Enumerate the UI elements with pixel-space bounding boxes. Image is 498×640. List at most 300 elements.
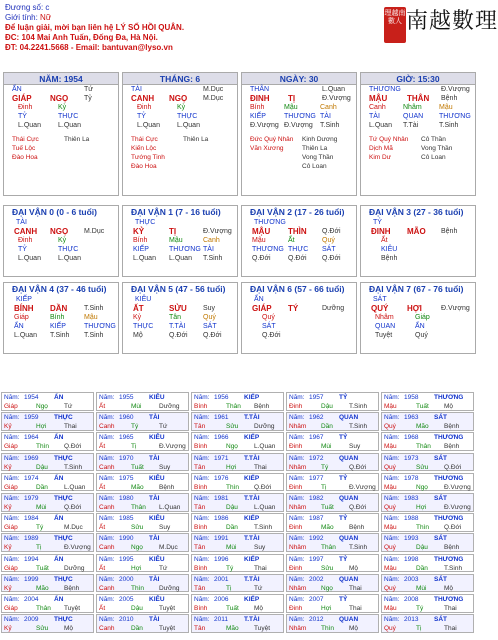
daivan-hidden-can: Giáp [14,314,29,321]
can: MẬU [369,94,388,103]
year-prefix: Năm: [289,596,305,603]
star-left: Dịch Mã [369,145,393,152]
year-ten-god: THƯƠNG [434,515,464,523]
hidden-state: L.Quan [177,122,200,129]
year-value: 1984 [24,515,39,523]
pillar-cell [122,72,238,196]
year-state: Dưỡng [159,584,180,592]
address-line: ĐC: 104 Mai Anh Tuấn, Đống Đa, Hà Nội. [5,33,158,42]
hidden-ten-god: KIẾP [250,113,266,120]
hidden-star-state: Đ.Vượng [441,86,470,93]
daivan-title: ĐẠI VẬN 6 (57 - 66 tuổi) [250,284,345,294]
logo-text: 南越數理 [406,9,498,34]
year-chi: Thìn [416,524,430,532]
hidden-can: Canh [320,104,337,111]
year-can: Tân [194,504,206,511]
daivan-line [4,331,118,340]
year-value: 1992 [309,535,324,543]
daivan-hidden-state: L.Quan [169,255,192,262]
year-chi: Tuất [416,403,429,410]
year-value: 1970 [119,454,134,462]
year-prefix: Năm: [99,535,115,543]
star-left: Kiến Lộc [131,145,157,152]
year-prefix: Năm: [4,454,20,462]
daivan-title: ĐẠI VẬN 3 (27 - 36 tuổi) [369,207,464,217]
year-state: Bệnh [254,403,270,410]
year-row [97,433,188,442]
year-cell [96,473,189,492]
year-chi: Tuất [131,463,144,471]
year-value: 2011 [214,616,228,624]
year-prefix: Năm: [194,616,210,624]
year-row [97,402,188,411]
year-value: 1963 [404,414,419,422]
daivan-state: Dưỡng [322,305,345,312]
star-left: Đào Hoa [12,154,38,161]
year-ten-god: THƯƠNG [434,596,464,603]
year-value: 2012 [309,616,324,624]
year-cell [381,453,474,472]
year-state: Thai [64,423,77,431]
year-prefix: Năm: [4,414,20,422]
chi-state: Đ.Vượng [322,95,351,102]
daivan-can: ẤT [133,304,144,313]
year-row [97,454,188,463]
year-state: Mộ [64,625,74,633]
year-row [97,604,188,613]
year-value: 1974 [24,474,39,482]
year-state: Bệnh [444,544,460,552]
year-cell [286,412,379,431]
daivan-hidden-can: Kỷ [133,314,142,321]
year-prefix: Năm: [4,474,20,482]
year-can: Kỷ [4,625,12,633]
daivan-cell [360,205,476,277]
daivan-cell [3,205,119,277]
year-chi: Tý [226,564,234,572]
year-row [2,584,93,593]
year-prefix: Năm: [384,616,400,624]
year-prefix: Năm: [289,555,305,563]
year-row [382,604,473,613]
logo-seal [384,7,406,43]
daivan-line [4,254,118,263]
year-ten-god: QUAN [339,616,359,624]
year-prefix: Năm: [99,515,115,523]
star-right: Vong Thần [421,145,453,152]
daivan-hidden-can: Giáp [415,314,430,321]
year-value: 1954 [24,394,39,401]
star-right: Vong Thần [302,154,334,161]
year-value: 1977 [309,474,324,482]
year-chi: Mùi [131,403,142,410]
year-cell [286,614,379,633]
daivan-can: GIÁP [252,304,272,313]
year-can: Kỷ [4,544,12,552]
year-can: Canh [99,584,115,592]
year-ten-god: QUAN [339,414,359,422]
year-can: Giáp [4,483,18,491]
daivan-line [242,245,356,254]
year-chi: Dần [226,524,238,532]
pillar-title: NĂM: 1954 [4,73,118,85]
year-ten-god: THƯƠNG [434,394,464,401]
pillar-stars [242,136,356,172]
year-chi: Thân [226,403,241,410]
year-chi: Dậu [321,403,333,410]
year-cell [381,594,474,613]
year-can: Mậu [384,483,397,491]
year-cell [286,574,379,593]
year-prefix: Năm: [289,535,305,543]
year-cell [286,493,379,512]
year-prefix: Năm: [384,555,400,563]
year-can: Ất [99,443,106,451]
year-state: Q.Đới [349,504,367,511]
daivan-hidden-state: L.Quan [133,255,156,262]
daivan-line [4,295,118,304]
daivan-cell [241,205,357,277]
year-ten-god: KIÊU [149,596,165,603]
year-ten-god: ẤN [54,474,64,482]
year-cell [286,554,379,573]
year-value: 1961 [214,414,229,422]
year-cell [96,594,189,613]
hidden-state: L.Quan [58,122,81,129]
daivan-hidden-state: Q.Đới [288,255,307,262]
daivan-ten-god: KIẾP [133,246,149,253]
year-value: 1989 [24,535,39,543]
pillar-line [242,94,356,103]
year-prefix: Năm: [194,535,210,543]
year-ten-god: THỰC [54,535,73,543]
daivan-hidden: TỶ [373,219,382,226]
year-chi: Thìn [131,584,145,592]
year-prefix: Năm: [384,414,400,422]
year-cell [191,392,284,411]
year-state: Suy [159,524,171,532]
year-ten-god: THỰC [54,495,73,502]
year-row [192,474,283,483]
year-chi: Thân [36,605,51,612]
daivan-chi: MÃO [407,227,426,236]
daivan-hidden: ẤN [254,296,264,303]
daivan-state: Suy [203,305,216,312]
year-value: 2007 [309,596,324,603]
year-row [382,494,473,503]
year-ten-god: TÀI [149,495,160,502]
year-value: 2003 [404,575,419,583]
year-chi: Hợi [36,423,47,431]
year-value: 1991 [214,535,229,543]
daivan-line [4,322,118,331]
year-prefix: Năm: [194,474,210,482]
year-value: 1986 [214,515,229,523]
year-can: Giáp [4,564,18,572]
daivan-hidden-state: T.Sinh [203,255,223,262]
year-can: Đinh [289,605,303,612]
year-can: Bính [194,443,208,451]
daivan-hidden-state: Mộ [133,332,143,339]
year-cell [191,412,284,431]
daivan-line [361,236,475,245]
star-row [4,145,118,154]
daivan-hidden: THỰC [135,219,156,226]
star-row [242,136,356,145]
star-left: Kim Dư [369,154,392,161]
daivan-hidden-can: Mậu [252,237,266,244]
year-row [2,422,93,431]
year-row [97,595,188,604]
year-ten-god: KIÊU [149,474,165,482]
daivan-line [123,322,237,331]
hidden-state: Đ.Vượng [284,122,313,129]
year-ten-god: THỰC [54,414,73,422]
year-row [97,534,188,543]
year-prefix: Năm: [99,495,115,502]
pillar-line [123,121,237,130]
daivan-ten-god: ẤN [14,323,24,330]
hidden-ten-god: TÀI [320,113,331,120]
year-row [2,442,93,451]
year-cell [191,453,284,472]
year-prefix: Năm: [384,495,400,502]
year-can: Tân [194,625,206,633]
year-can: Quý [384,544,396,552]
year-prefix: Năm: [99,616,115,624]
year-ten-god: TỶ [339,596,348,603]
daivan-line [361,254,475,263]
year-can: Tân [194,584,206,592]
year-cell [381,392,474,411]
year-ten-god: TỶ [339,434,348,442]
daivan-chi: DẦN [50,304,68,313]
year-chi: Mão [36,584,49,592]
year-row [192,534,283,543]
year-prefix: Năm: [384,575,400,583]
year-cell [1,473,94,492]
star-left: Đức Quý Nhân [250,136,294,143]
year-row [382,584,473,593]
year-ten-god: ẤN [54,596,64,603]
year-can: Giáp [4,443,18,451]
year-state: T.Sinh [349,544,368,552]
pillar-title: THÁNG: 6 [123,73,237,85]
hidden-state: L.Quan [369,122,392,129]
year-value: 1967 [309,434,324,442]
daivan-line [4,245,118,254]
year-prefix: Năm: [4,515,20,523]
daivan-hidden-state: Q.Đới [203,332,222,339]
year-chi: Hợi [416,504,427,511]
year-state: Mộ [349,625,359,633]
daivan-ten-god: THỰC [133,323,154,330]
hidden-state: T.Sinh [439,122,459,129]
year-value: 1976 [214,474,229,482]
seal-text: 理越南 數人 [384,9,406,25]
year-value: 1995 [119,555,134,563]
hidden-can: Đinh [18,104,33,111]
year-state: L.Quan [254,443,276,451]
daivan-chi: TÝ [288,304,299,313]
year-prefix: Năm: [289,515,305,523]
year-value: 1960 [119,414,134,422]
star-row [123,136,237,145]
daivan-hidden-can: Mậu [169,237,183,244]
year-ten-god: TÀI [149,535,160,543]
year-cell [381,513,474,532]
year-row [287,584,378,593]
year-value: 2009 [24,616,39,624]
year-row [382,474,473,483]
year-state: Đ.Vượng [349,483,376,491]
hidden-state: L.Quan [137,122,160,129]
year-prefix: Năm: [99,474,115,482]
pillar-stars [361,136,475,163]
daivan-ten-god: THỰC [58,246,79,253]
year-row [192,584,283,593]
hidden-can: Canh [369,104,386,111]
header-info [5,3,305,53]
phone-email-line: ĐT: 04.2241.5668 - Email: bantuvan@lyso.vn [5,43,173,52]
year-row [192,604,283,613]
year-ten-god: T.TÀI [244,616,260,624]
year-ten-god: TÀI [149,414,160,422]
year-value: 1965 [119,434,134,442]
year-can: Mậu [384,564,397,572]
star-row [361,154,475,163]
year-row [2,575,93,584]
daivan-line [242,236,356,245]
daivan-line [242,218,356,227]
star-row [123,163,237,172]
year-chi: Thân [131,504,146,511]
daivan-hidden-can: Ất [288,237,295,244]
year-cell [286,513,379,532]
hidden-can: Kỷ [58,104,67,111]
year-ten-god: THƯƠNG [434,434,464,442]
daivan-hidden-can: Canh [203,237,220,244]
pillar-line [242,112,356,121]
year-row [2,503,93,512]
year-row [287,514,378,523]
year-ten-god: TỶ [339,555,348,563]
daivan-hidden-can: Tân [169,314,182,321]
year-row [192,402,283,411]
daivan-hidden-can: Quý [262,314,275,321]
year-state: T.Sinh [254,524,273,532]
year-prefix: Năm: [194,555,210,563]
year-state: Thai [349,584,362,592]
year-row [287,402,378,411]
year-state: Suy [254,544,266,552]
daivan-title: ĐẠI VẬN 7 (67 - 76 tuổi) [369,284,464,294]
year-prefix: Năm: [99,596,115,603]
year-row [2,463,93,472]
year-prefix: Năm: [194,596,210,603]
year-row [97,564,188,573]
year-row [382,503,473,512]
chi: NGỌ [169,94,188,103]
year-chi: Thân [321,544,336,552]
year-chi: Tý [131,423,139,431]
year-value: 1998 [404,555,419,563]
daivan-line [361,227,475,236]
year-can: Kỷ [4,423,12,431]
year-row [97,483,188,492]
year-prefix: Năm: [289,575,305,583]
year-ten-god: KIẾP [244,474,260,482]
star-left: Đào Hoa [131,163,157,170]
year-cell [96,554,189,573]
daivan-line [123,295,237,304]
daivan-can: KỶ [133,227,145,236]
year-row [382,393,473,402]
year-ten-god: QUAN [339,454,359,462]
chi-state: M.Dục [203,95,224,102]
year-state: Q.Đới [444,463,462,471]
year-row [97,463,188,472]
year-chi: Sửu [36,625,49,633]
year-cell [1,412,94,431]
daivan-line [242,227,356,236]
year-prefix: Năm: [194,394,210,401]
year-can: Canh [99,504,115,511]
year-value: 1983 [404,495,419,502]
year-value: 2008 [404,596,419,603]
year-can: Canh [99,544,115,552]
year-chi: Mùi [321,443,332,451]
year-can: Nhâm [289,584,307,592]
year-ten-god: KIẾP [244,596,260,603]
year-chi: Dậu [36,463,48,471]
star-right: Cô Loan [421,154,446,161]
year-chi: Mùi [416,584,427,592]
year-value: 1964 [24,434,39,442]
hidden-star-state: L.Quan [322,86,345,93]
daivan-line [4,227,118,236]
year-chi: Tị [321,483,327,491]
hidden-ten-god: TỶ [18,113,27,120]
year-row [382,555,473,564]
year-ten-god: KIẾP [244,434,260,442]
daivan-line [242,295,356,304]
year-row [382,454,473,463]
hidden-star: TÀI [131,86,142,93]
year-state: T.Sinh [349,423,368,431]
pillar-line [361,112,475,121]
star-right: Cô Thần [421,136,446,143]
year-cell [96,533,189,552]
daivan-line [361,295,475,304]
year-value: 1990 [119,535,134,543]
pillar-line [4,121,118,130]
year-cell [191,513,284,532]
year-ten-god: KIÊU [149,434,165,442]
year-can: Tân [194,544,206,552]
year-chi: Hợi [321,605,332,612]
year-row [192,483,283,492]
year-cell [286,533,379,552]
year-prefix: Năm: [4,535,20,543]
year-value: 1982 [309,495,324,502]
year-state: Q.Đới [254,483,272,491]
pillar-line [4,85,118,94]
year-cell [381,554,474,573]
year-row [97,474,188,483]
year-row [382,442,473,451]
pillar-line [242,85,356,94]
